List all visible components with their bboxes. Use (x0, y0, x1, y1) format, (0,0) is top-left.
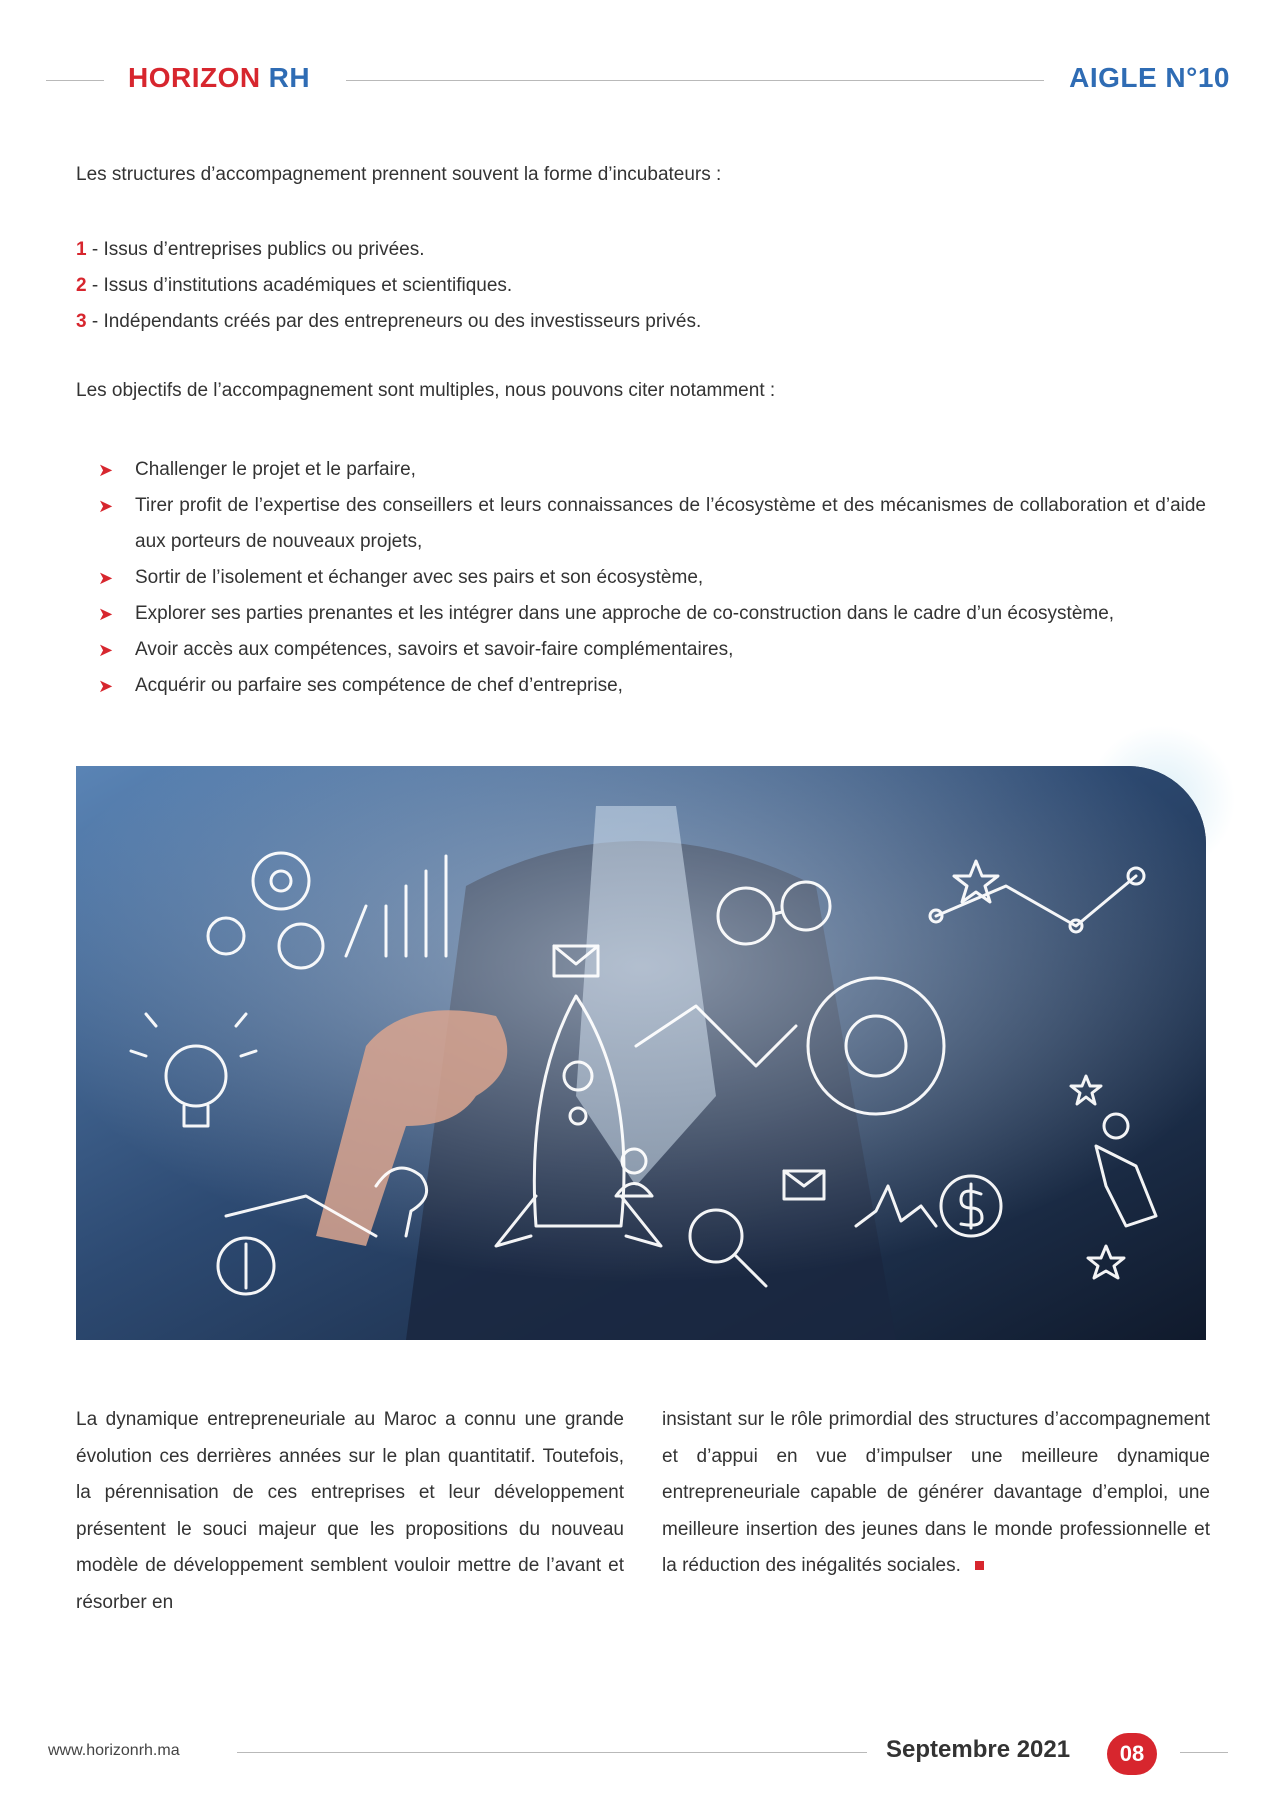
footer-rule-center (237, 1752, 867, 1753)
body-column-right: insistant sur le rôle primordial des structures d’accompagnement et d’appui en vue d’impulser une meilleure dynamique entrepreneuriale capable de générer davantage d’emploi, une meilleure insertion des jeunes dans le monde professionnelle et la réduction des inégalités sociales. (662, 1409, 1210, 1576)
end-of-article-mark (975, 1561, 984, 1570)
objectives-list (98, 452, 1206, 704)
list-item: ➤ Sortir de l’isolement et échanger avec ses pairs et son écosystème, (98, 560, 1206, 596)
list-item: ➤ Challenger le projet et le parfaire, (98, 452, 1206, 488)
list-item: 3 - Indépendants créés par des entrepreneurs ou des investisseurs privés. (76, 311, 702, 332)
entrepreneur-sketch-photo (76, 766, 1206, 1340)
chevron-right-icon: ➤ (98, 604, 114, 624)
list-item: ➤ Avoir accès aux compétences, savoirs et savoir-faire complémentaires, (98, 632, 1206, 668)
intro-objectives: Les objectifs de l’accompagnement sont multiples, nous pouvons citer notamment : (76, 380, 776, 401)
issue-number: AIGLE N°10 (1069, 62, 1230, 93)
body-column-left: La dynamique entrepreneuriale au Maroc a connu une grande évolution ces derrières années sur le plan quantitatif. Toutefois, la pérennisation de ces entreprises et leur développement présentent le souci majeur que les propositions du nouveau modèle de développement semblent vouloir mettre de l’avant et résorber en (76, 1409, 624, 1613)
chevron-right-icon: ➤ (98, 676, 114, 696)
chevron-right-icon: ➤ (98, 568, 114, 588)
chevron-right-icon: ➤ (98, 460, 114, 480)
list-item: ➤ Explorer ses parties prenantes et les intégrer dans une approche de co-construction dans le cadre d’un écosystème, (98, 596, 1206, 632)
header-rule-center (346, 80, 1044, 81)
list-item: 2 - Issus d’institutions académiques et scientifiques. (76, 275, 513, 296)
list-item: ➤ Tirer profit de l’expertise des conseillers et leurs connaissances de l’écosystème et des mécanismes de collaboration et d’aide aux porteurs de nouveaux projets, (98, 488, 1206, 560)
footer-date: Septembre 2021 (886, 1736, 1071, 1763)
footer-website: www.horizonrh.ma (48, 1742, 180, 1759)
list-item: ➤ Acquérir ou parfaire ses compétence de chef d’entreprise, (98, 668, 1206, 704)
chevron-right-icon: ➤ (98, 640, 114, 660)
chevron-right-icon: ➤ (98, 496, 114, 516)
horizon-rh-logo: HORIZON RH (128, 62, 311, 93)
intro-incubators: Les structures d’accompagnement prennent souvent la forme d’incubateurs : (76, 164, 722, 185)
header-rule-left (46, 80, 104, 81)
page-number-badge: 08 (1107, 1733, 1157, 1775)
list-item: 1 - Issus d’entreprises publics ou privées. (76, 239, 425, 260)
incubator-types-list (76, 236, 701, 344)
footer-rule-right (1180, 1752, 1228, 1753)
